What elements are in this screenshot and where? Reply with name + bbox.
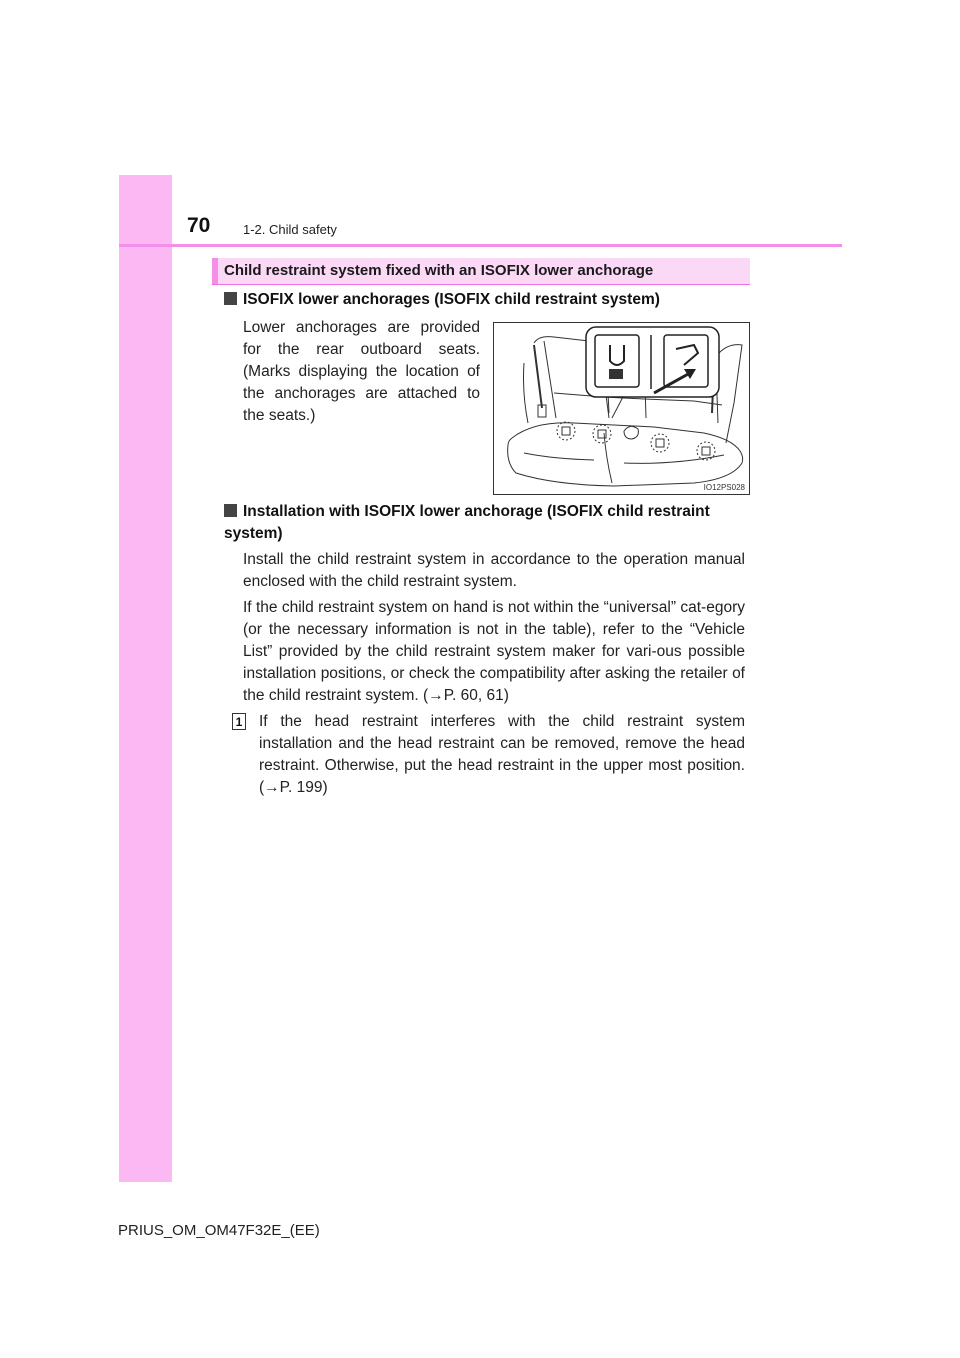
heading-accent-bar (212, 258, 218, 284)
footer-document-code: PRIUS_OM_OM47F32E_(EE) (118, 1222, 320, 1239)
step-number-badge: 1 (232, 713, 246, 730)
installation-paragraph-2: If the child restraint system on hand is not within the “universal” cat-egory (or the necessary information is not in the table), refer to the “Vehicle List” provided by the child restraint system maker for vari-ous possible installation positions, or check the compatibility after asking the retailer of the child restraint system. (→P. 60, 61) (243, 599, 745, 704)
step-1-text: If the head restraint interferes with the child restraint system installation and the head restraint can be removed, remove the head restraint. Otherwise, put the head restraint in the upper most position. (→P. 199) (259, 713, 745, 796)
bullet-heading-anchorages (224, 289, 746, 311)
figure-code: IO12PS028 (703, 483, 745, 492)
rear-seat-drawing (494, 323, 749, 494)
anchorage-description: Lower anchorages are provided for the rear outboard seats. (Marks displaying the location of the anchorages are attached to the seats.) (243, 319, 480, 424)
callout-panel (586, 327, 719, 397)
isofix-rear-seat-illustration (493, 322, 750, 495)
bullet-heading-text: Installation with ISOFIX lower anchorage (ISOFIX child restraint system) (224, 503, 710, 542)
square-bullet-icon (224, 504, 237, 517)
installation-paragraph-1: Install the child restraint system in accordance to the operation manual enclosed with the child restraint system. (243, 551, 745, 590)
header-rule (119, 244, 842, 247)
bullet-heading-text: ISOFIX lower anchorages (ISOFIX child restraint system) (243, 291, 660, 308)
section-title: 1-2. Child safety (243, 222, 337, 237)
topic-heading-text: Child restraint system fixed with an ISOFIX lower anchorage (224, 262, 654, 279)
square-bullet-icon (224, 292, 237, 305)
side-band (119, 175, 172, 1182)
topic-heading (212, 258, 750, 285)
page-number: 70 (187, 214, 211, 237)
bullet-heading-installation (224, 501, 746, 545)
